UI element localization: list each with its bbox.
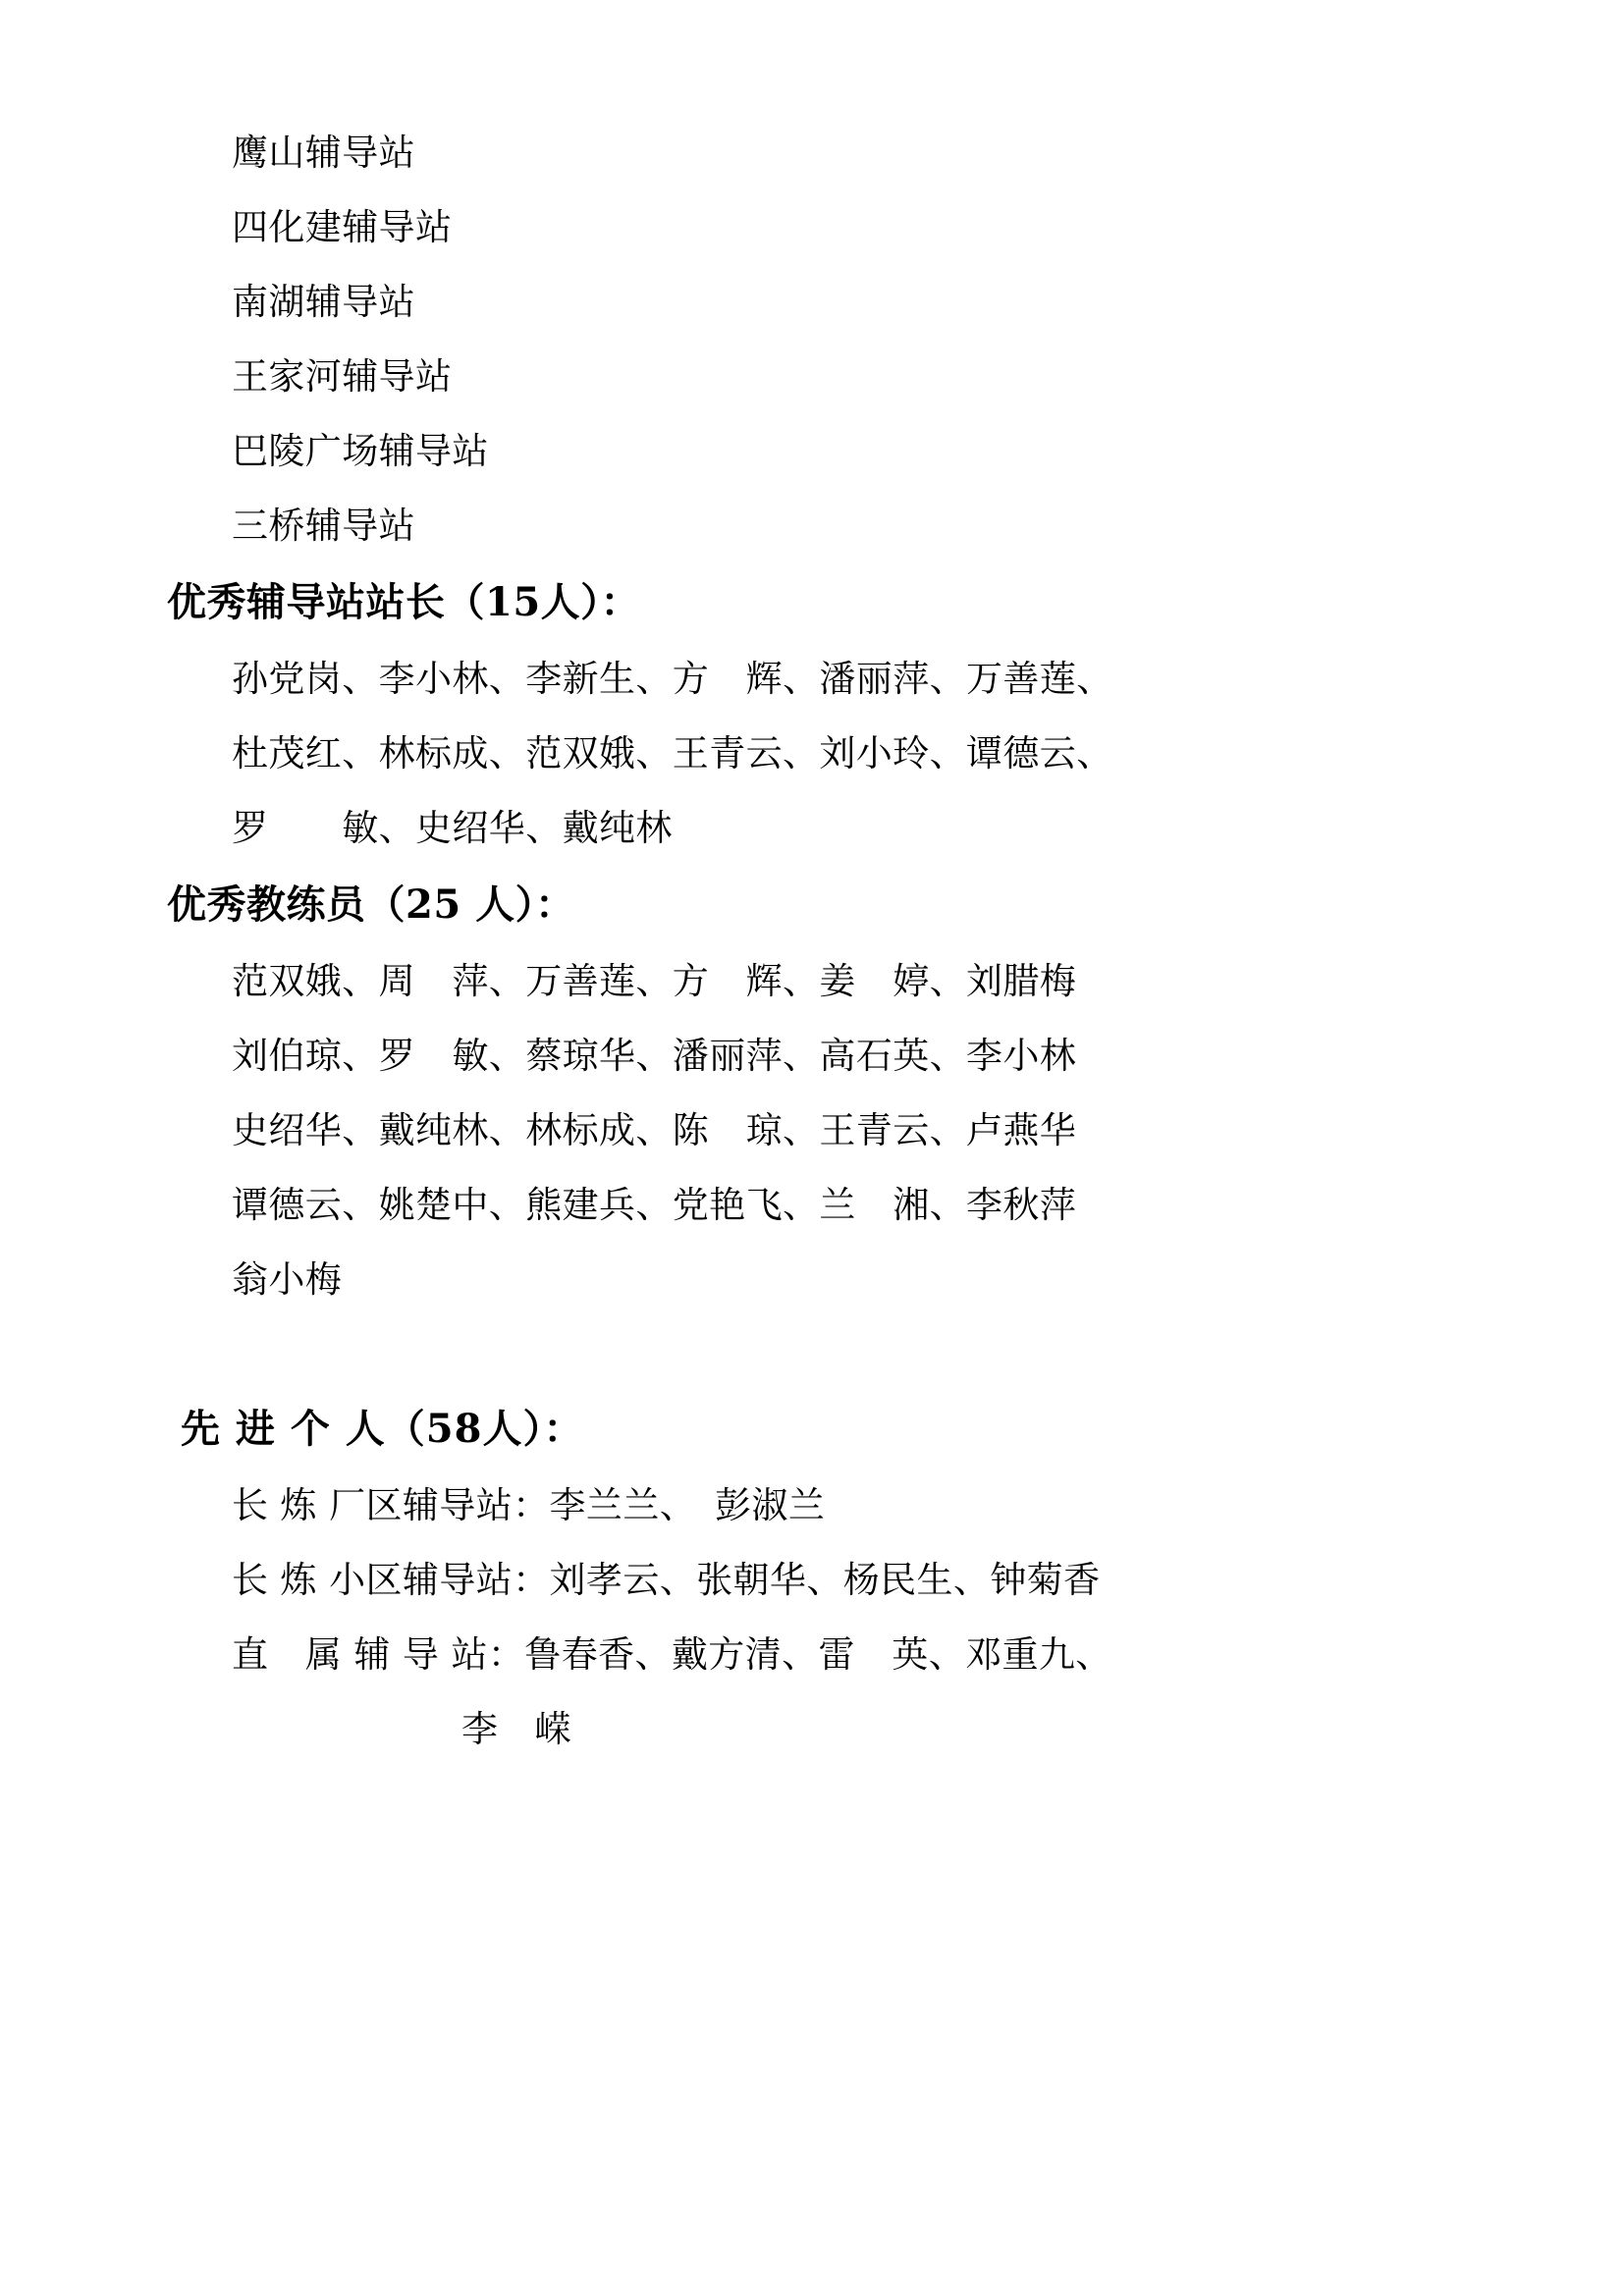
list-item: 三桥辅导站 — [232, 505, 415, 547]
individual-row — [167, 1543, 1463, 1618]
list-item: 王家河辅导站 — [232, 355, 453, 398]
individual-row-continuation: 李 嵘 — [461, 1708, 572, 1750]
individual-row — [167, 1618, 1463, 1692]
section-heading-station-heads: 优秀辅导站站长（15人）： — [167, 579, 641, 625]
individual-row-names: 李兰兰、 彭淑兰 — [549, 1484, 826, 1526]
list-item: 四化建辅导站 — [232, 206, 453, 248]
name-line: 史绍华、戴纯林、林标成、陈 琼、王青云、卢燕华 — [232, 1109, 1077, 1151]
individual-row-separator: ： — [487, 1633, 525, 1676]
document-body — [167, 116, 1463, 1767]
name-line: 刘伯琼、罗 敏、蔡琼华、潘丽萍、高石英、李小林 — [232, 1035, 1077, 1077]
name-line: 孙党岗、李小林、李新生、方 辉、潘丽萍、万善莲、 — [232, 658, 1113, 700]
individual-row-names: 鲁春香、戴方清、雷 英、邓重九、 — [524, 1633, 1112, 1676]
individual-row-label: 长 炼 小区辅导站 — [232, 1559, 514, 1601]
individual-row-names: 刘孝云、张朝华、杨民生、钟菊香 — [549, 1559, 1101, 1601]
individual-row — [167, 1468, 1463, 1543]
section-heading-individuals: 先 进 个 人（58人）： — [181, 1406, 584, 1452]
individual-row-separator: ： — [513, 1484, 550, 1526]
list-item: 巴陵广场辅导站 — [232, 430, 489, 472]
list-item: 鹰山辅导站 — [232, 132, 415, 174]
section-heading-coaches: 优秀教练员（25 人）： — [167, 881, 575, 928]
name-line: 谭德云、姚楚中、熊建兵、党艳飞、兰 湘、李秋萍 — [232, 1184, 1077, 1226]
name-line: 杜茂红、林标成、范双娥、王青云、刘小玲、谭德云、 — [232, 732, 1113, 774]
individual-row-separator: ： — [513, 1559, 550, 1601]
name-line: 翁小梅 — [232, 1258, 343, 1301]
individual-row-label: 长 炼 厂区辅导站 — [232, 1484, 514, 1526]
section-gap — [167, 1317, 1463, 1390]
name-line: 范双娥、周 萍、万善莲、方 辉、姜 婷、刘腊梅 — [232, 960, 1077, 1002]
name-line: 罗 敏、史绍华、戴纯林 — [232, 807, 673, 849]
individual-row-label: 直 属 辅 导 站 — [232, 1633, 488, 1676]
list-item: 南湖辅导站 — [232, 281, 415, 323]
